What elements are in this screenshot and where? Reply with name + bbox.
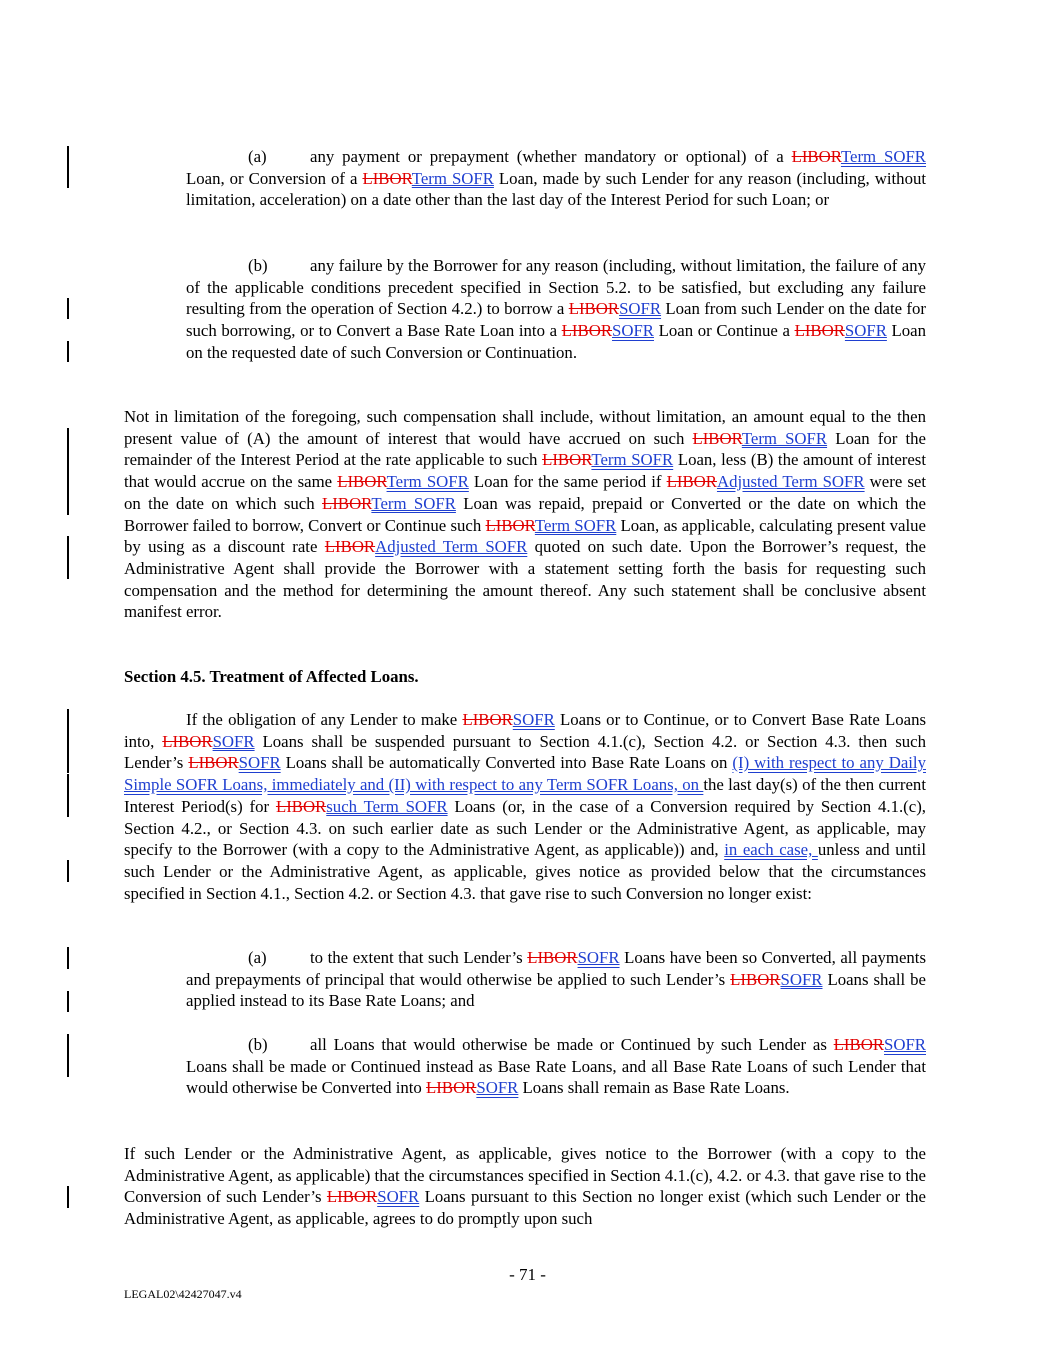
change-bar [67,298,69,319]
deleted-text: LIBOR [162,731,213,751]
inserted-text: Term SOFR [411,168,494,188]
change-bar [67,428,69,515]
paragraph-compensation: Not in limitation of the foregoing, such compensation shall include, without limitation, an amount equal to the then present value of (A) the amount of interest that would have accrued on such LIBORTerm SOFR Loan for the remainder of the Interest Period at the rate applicable to such LIBORTerm SOFR Loan, less (B) the amount of interest that would accrue on the same LIBORTerm SOFR Loan for the same period if LIBORAdjusted Term SOFR were set on the date on which such LIBORTerm SOFR Loan was repaid, prepaid or Converted or the date on which the Borrower failed to borrow, Convert or Continue such LIBORTerm SOFR Loan, as applicable, calculating present value by using as a discount rate LIBORAdjusted Term SOFR quoted on such date. Upon the Borrower’s request, the Administrative Agent shall provide the Borrower with a statement setting forth the basis for requesting such compensation and the method for determining the amount thereof. Any such statement shall be conclusive absent manifest error. [124,407,927,622]
deleted-text: LIBOR [833,1035,885,1054]
inserted-text: Adjusted Term SOFR [716,472,865,492]
inserted-text: such Term SOFR [326,796,448,816]
paragraph-b-2: (b) all Loans that would otherwise be made or Continued by such Lender as LIBORSOFR Loans shall be made or Continued instead as Base Rate Loans, and all Base Rate Loans of such Lender that would otherwise be Converted into LIBORSOFR Loans shall remain as Base Rate Loans. [186,1035,926,1098]
change-bar [67,947,69,969]
inserted-text: Adjusted Term SOFR [375,537,528,557]
deleted-text: LIBOR [188,753,239,773]
inserted-text: Term SOFR [371,493,456,513]
deleted-text: LIBOR [791,147,841,166]
inserted-text: Term SOFR [741,428,828,448]
inserted-text: SOFR [212,731,255,751]
deleted-text: LIBOR [794,321,845,341]
paragraph-a: (a) any payment or prepayment (whether mandatory or optional) of a LIBORTerm SOFR Loan, or Conversion of a LIBORTerm SOFR Loan, made by such Lender for any reason (including, without limitation, acceleration) on a date other than the last day of the Interest Period for such Loan; or [186,147,927,210]
inserted-text: Term SOFR [840,147,926,166]
inserted-text: Term SOFR [591,450,674,470]
deleted-text: LIBOR [337,472,387,492]
paragraph-treatment: If the obligation of any Lender to make LIBORSOFR Loans or to Continue, or to Convert Base Rate Loans into, LIBORSOFR Loans shall be suspended pursuant to Section 4.1.(c), Section 4.2. or Section 4.3. then such Lender’s LIBORSOFR Loans shall be automatically Converted into Base Rate Loans on (I) with respect to any Daily Simple SOFR Loans, immediately and (II) with respect to any Term SOFR Loans, on the last day(s) of the then current Interest Period(s) for LIBORsuch Term SOFR Loans (or, in the case of a Conversion required by Section 4.1.(c), Section 4.2., or Section 4.3. on such earlier date as such Lender or the Administrative Agent, as applicable, may specify to the Borrower (with a copy to the Administrative Agent, as applicable)) and, in each case, unless and until such Lender or the Administrative Agent, as applicable, gives notice as provided below that the circumstances specified in Section 4.1., Section 4.2. or Section 4.3. that gave rise to such Conversion no longer exist: [124,710,927,903]
inserted-text: SOFR [238,753,281,773]
deleted-text: LIBOR [568,299,620,319]
deleted-text: LIBOR [362,168,412,188]
deleted-text: LIBOR [426,1078,477,1098]
change-bar [67,341,69,362]
change-bar [67,1186,69,1208]
inserted-text: SOFR [377,1187,420,1207]
change-bar [67,991,69,1012]
paragraph-b: (b) any failure by the Borrower for any reason (including, without limitation, the failure of any of the applicable conditions precedent specified in Section 5.2. to be satisfied, but excluding any failure resulting from the operation of Section 4.2.) to borrow a LIBORSOFR Loan from such Lender on the date for such borrowing, or to Convert a Base Rate Loan into a LIBORSOFR Loan or Continue a LIBORSOFR Loan on the requested date of such Conversion or Continuation. [186,256,926,362]
inserted-text: SOFR [476,1078,519,1098]
inserted-text: Term SOFR [534,515,617,535]
inserted-text: Term SOFR [386,472,469,492]
inserted-text: SOFR [512,710,555,729]
deleted-text: LIBOR [527,948,578,967]
paragraph-final: If such Lender or the Administrative Agent, as applicable, gives notice to the Borrower (with a copy to the Administrative Agent, as applicable) that the circumstances specified in Section 4.1.(c), 4.2. or 4.3. that gave rise to the Conversion of such Lender’s LIBORSOFR Loans pursuant to this Section no longer exist (which such Lender or the Administrative Agent, as applicable, agrees to do promptly upon such [124,1144,927,1229]
section-heading: Section 4.5. Treatment of Affected Loans. [124,667,419,686]
change-bar [67,1034,69,1077]
change-bar [67,774,69,817]
inserted-text: SOFR [619,299,662,319]
deleted-text: LIBOR [561,321,613,341]
inserted-text: SOFR [884,1035,926,1054]
deleted-text: LIBOR [275,796,327,816]
page-number: - 71 - [509,1265,546,1284]
deleted-text: LIBOR [324,537,376,557]
deleted-text: LIBOR [485,515,535,535]
deleted-text: LIBOR [462,710,513,729]
inserted-text: (I) with respect to any Daily Simple SOFR Loans, immediately and (II) with respect to any Term SOFR Loans, on [124,753,926,795]
deleted-text: LIBOR [730,969,781,989]
deleted-text: LIBOR [326,1187,378,1207]
change-bar [67,709,69,773]
deleted-text: LIBOR [666,472,717,492]
deleted-text: LIBOR [692,428,742,448]
deleted-text: LIBOR [322,493,372,513]
inserted-text: in each case, [724,840,818,860]
change-bar [67,146,69,188]
document-id-footer: LEGAL02\42427047.v4 [124,1287,242,1301]
inserted-text: SOFR [612,321,654,341]
deleted-text: LIBOR [542,450,592,470]
inserted-text: SOFR [780,969,823,989]
inserted-text: SOFR [844,321,887,341]
paragraph-a-2: (a) to the extent that such Lender’s LIBORSOFR Loans have been so Converted, all payments and prepayments of principal that would otherwise be applied to such Lender’s LIBORSOFR Loans shall be applied instead to its Base Rate Loans; and [186,948,926,1011]
change-bar [67,860,69,882]
change-bar [67,536,69,579]
inserted-text: SOFR [577,948,620,967]
